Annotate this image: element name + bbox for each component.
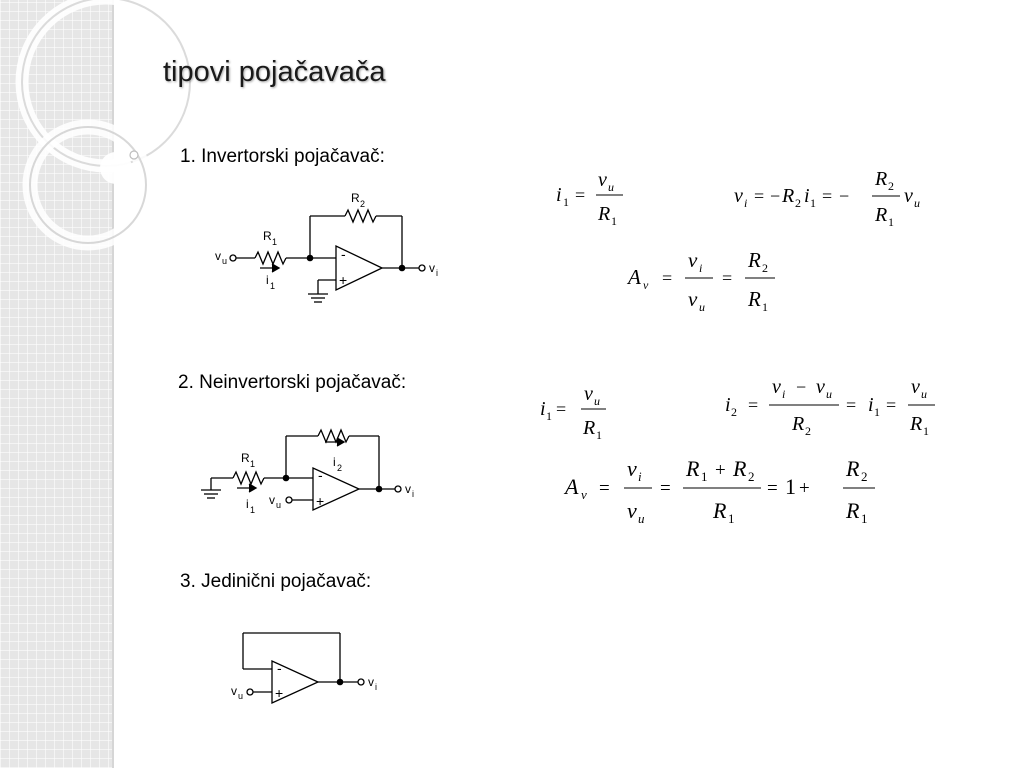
svg-text:v: v	[627, 498, 637, 523]
svg-text:R: R	[875, 168, 888, 190]
svg-text:R: R	[686, 456, 700, 481]
svg-text:1: 1	[874, 405, 880, 419]
svg-text:A: A	[628, 265, 641, 289]
inverting-amplifier-schematic	[200, 188, 450, 318]
noninverting-amplifier-schematic	[195, 422, 435, 532]
equation-inverting-i1	[553, 165, 633, 235]
svg-text:1: 1	[701, 469, 708, 484]
noninverting-i1-sub: 1	[250, 505, 256, 515]
inverting-minus-sign: -	[341, 246, 346, 262]
slide-title: tipovi pojačavača	[163, 56, 386, 88]
svg-text:i: i	[725, 394, 731, 416]
svg-text:2: 2	[731, 405, 737, 419]
svg-text:=: =	[846, 395, 857, 415]
svg-text:1: 1	[546, 409, 552, 423]
svg-text:1: 1	[563, 195, 569, 209]
svg-text:i: i	[868, 394, 874, 416]
svg-text:v: v	[734, 185, 743, 207]
svg-text:1: 1	[611, 214, 617, 228]
inverting-vin-sub: u	[222, 256, 228, 266]
svg-text:v: v	[904, 185, 913, 207]
svg-text:v: v	[598, 169, 607, 191]
svg-text:v: v	[627, 456, 637, 481]
svg-text:1: 1	[888, 215, 894, 229]
svg-text:−: −	[770, 186, 781, 206]
svg-text:1: 1	[861, 511, 868, 526]
unity-vin-label: v	[231, 684, 237, 698]
svg-text:u: u	[914, 196, 920, 210]
equation-inverting-gain	[628, 246, 788, 318]
svg-text:+: +	[715, 460, 726, 481]
noninverting-minus-sign: -	[318, 467, 323, 483]
noninverting-r1-sub: 1	[250, 459, 256, 469]
noninverting-vin-label: v	[269, 493, 275, 507]
svg-text:v: v	[643, 278, 649, 292]
svg-text:u: u	[699, 300, 705, 314]
svg-text:R: R	[910, 413, 923, 435]
noninverting-vout-sub: i	[412, 489, 414, 499]
svg-text:=: =	[748, 395, 759, 415]
svg-text:A: A	[565, 474, 579, 499]
noninverting-plus-sign: +	[316, 493, 325, 509]
svg-text:u: u	[921, 387, 927, 401]
inverting-vout-label: v	[429, 261, 435, 275]
svg-text:1: 1	[810, 196, 816, 210]
svg-text:=: =	[722, 268, 733, 288]
svg-text:R: R	[846, 498, 860, 523]
svg-text:2: 2	[805, 424, 811, 438]
svg-text:i: i	[540, 398, 546, 420]
svg-text:R: R	[792, 413, 805, 435]
svg-text:1: 1	[923, 424, 929, 438]
svg-text:=: =	[822, 186, 833, 206]
svg-text:2: 2	[795, 196, 801, 210]
inverting-plus-sign: +	[339, 272, 348, 288]
svg-text:v: v	[688, 248, 698, 272]
svg-text:=: =	[767, 478, 778, 499]
svg-text:i: i	[744, 196, 748, 210]
svg-text:−: −	[796, 377, 807, 397]
svg-text:=: =	[886, 395, 897, 415]
svg-text:v: v	[911, 376, 920, 398]
svg-text:R: R	[713, 498, 727, 523]
svg-text:i: i	[556, 184, 562, 206]
section-label-inverting: 1. Invertorski pojačavač:	[180, 146, 385, 167]
svg-text:=: =	[556, 399, 567, 419]
svg-text:R: R	[748, 287, 761, 311]
svg-text:=: =	[599, 478, 610, 499]
svg-text:v: v	[772, 376, 781, 398]
inverting-r1-sub: 1	[272, 237, 278, 247]
svg-text:R: R	[875, 204, 888, 226]
noninverting-vin-sub: u	[276, 500, 282, 510]
svg-text:u: u	[594, 394, 600, 408]
inverting-r2-label: R	[351, 191, 360, 205]
svg-text:u: u	[608, 180, 614, 194]
svg-text:v: v	[816, 376, 825, 398]
section-label-noninverting: 2. Neinvertorski pojačavač:	[178, 372, 407, 393]
svg-text:2: 2	[888, 179, 894, 193]
svg-text:1: 1	[596, 428, 602, 442]
svg-text:R: R	[598, 203, 611, 225]
svg-text:R: R	[733, 456, 747, 481]
svg-text:u: u	[826, 387, 832, 401]
svg-text:R: R	[583, 417, 596, 439]
noninverting-vout-label: v	[405, 482, 411, 496]
svg-text:1: 1	[728, 511, 735, 526]
svg-text:i: i	[638, 469, 642, 484]
noninverting-r1-label: R	[241, 451, 250, 465]
svg-text:=: =	[575, 185, 586, 205]
unity-vout-sub: i	[375, 682, 377, 692]
svg-text:i: i	[804, 185, 810, 207]
svg-text:=: =	[660, 478, 671, 499]
svg-text:+: +	[799, 478, 810, 499]
equation-inverting-vi	[732, 163, 932, 235]
svg-text:v: v	[581, 487, 587, 502]
unity-vout-label: v	[368, 675, 374, 689]
svg-text:2: 2	[762, 261, 768, 275]
unity-vin-sub: u	[238, 691, 244, 701]
unity-minus-sign: -	[277, 660, 282, 676]
equation-noninverting-i1	[538, 382, 618, 450]
svg-text:v: v	[688, 287, 698, 311]
equation-noninverting-gain	[565, 452, 885, 530]
noninverting-i2-sub: 2	[337, 463, 343, 473]
svg-text:v: v	[584, 383, 593, 405]
inverting-i1-sub: 1	[270, 281, 276, 291]
svg-text:1: 1	[762, 300, 768, 314]
inverting-r2-sub: 2	[360, 199, 366, 209]
section-label-unity: 3. Jedinični pojačavač:	[180, 571, 372, 592]
noninverting-i2-label: i	[333, 455, 336, 469]
svg-text:R: R	[846, 456, 860, 481]
svg-text:=: =	[662, 268, 673, 288]
svg-text:=: =	[754, 186, 765, 206]
noninverting-i1-label: i	[246, 497, 249, 511]
svg-text:R: R	[748, 248, 761, 272]
svg-text:u: u	[638, 511, 645, 526]
decorative-rings	[0, 0, 180, 320]
svg-text:R: R	[782, 185, 795, 207]
svg-text:1: 1	[785, 474, 796, 499]
equation-noninverting-i2	[722, 373, 942, 441]
inverting-vin-label: v	[215, 249, 221, 263]
unity-plus-sign: +	[275, 685, 284, 701]
inverting-r1-label: R	[263, 229, 272, 243]
svg-text:2: 2	[861, 469, 868, 484]
svg-text:i: i	[699, 261, 703, 275]
svg-text:−: −	[839, 186, 850, 206]
inverting-vout-sub: i	[436, 268, 438, 278]
unity-amplifier-schematic	[228, 625, 388, 715]
inverting-i1-label: i	[266, 273, 269, 287]
svg-text:i: i	[782, 387, 786, 401]
svg-text:2: 2	[748, 469, 755, 484]
